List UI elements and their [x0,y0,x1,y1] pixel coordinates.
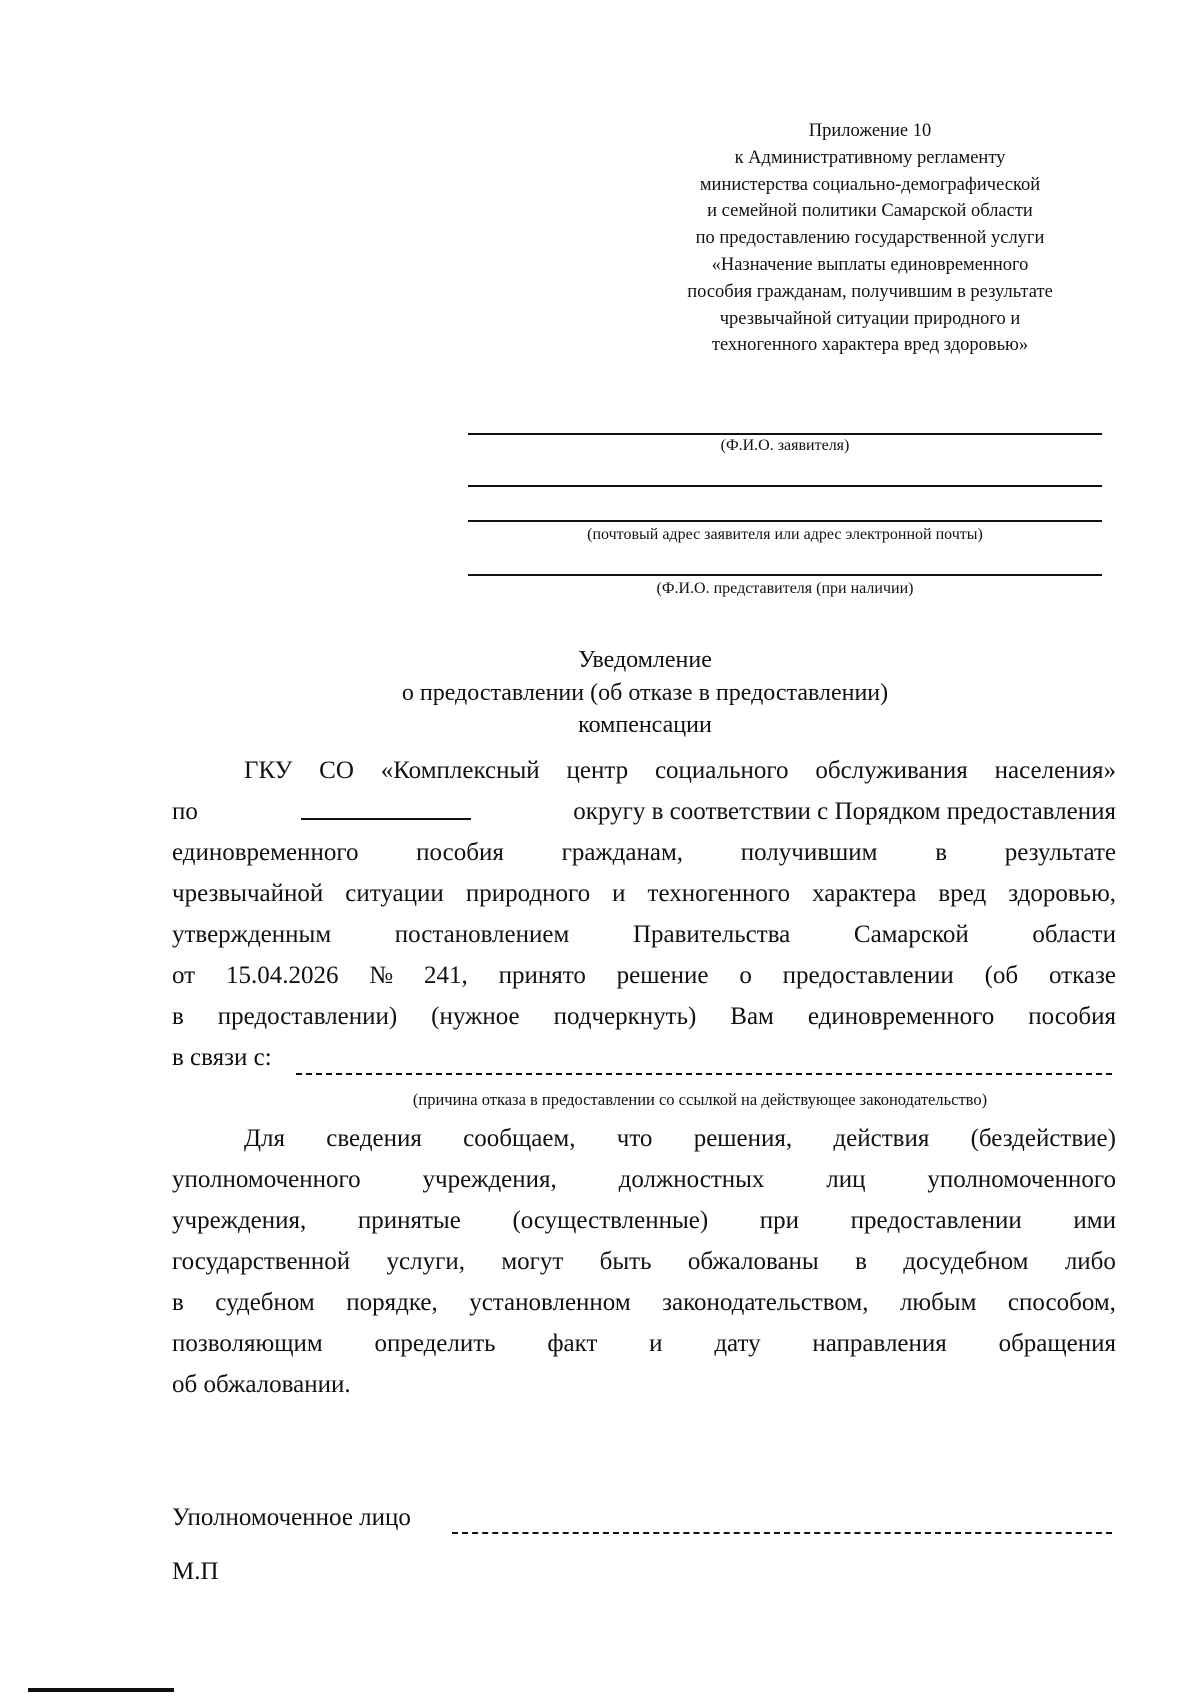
body-word: сообщаем, [463,1125,576,1152]
body-word: предоставлении [782,962,954,989]
body-line [172,1283,1116,1323]
body-word: в [172,1003,184,1030]
body-word: по [172,798,198,825]
body-word: дату [714,1330,761,1357]
body-word: гражданам, [561,839,684,866]
body-word: установленном [469,1289,631,1316]
body-line [172,1242,1116,1282]
body-word: здоровью, [1008,880,1116,907]
appendix-line: Приложение 10 [808,121,932,141]
body-word: техногенного [647,880,791,907]
body-line [172,1160,1116,1200]
body-word: Вам [730,1003,774,1030]
body-word: в [855,1248,867,1275]
body-line-district [172,792,1116,832]
body-word: направления [812,1330,947,1357]
representative-caption: (Ф.И.О. представителя (при наличии) [656,580,914,597]
body-word: подчеркнуть) [553,1003,697,1030]
body-word: обжалованы [687,1248,819,1275]
appendix-line: «Назначение выплаты единовременного [711,254,1029,275]
body-word: сведения [326,1125,422,1152]
body-word: Для [244,1125,286,1152]
body-word: уполномоченного [927,1166,1116,1193]
body-line [244,1119,1116,1159]
body-word: обращения [998,1330,1116,1357]
body-word: единовременного [807,1003,995,1030]
document-subtitle: о предоставлении (об отказе в предоставлении) [401,680,889,706]
body-word: (осуществленные) [512,1207,709,1234]
body-line [172,915,1116,955]
body-word: судебном [215,1289,315,1316]
appendix-header [640,118,1100,359]
footer-rule [28,1688,174,1692]
applicant-address-caption: (почтовый адрес заявителя или адрес электронной почты) [587,526,983,543]
body-word: Самарской [853,921,969,948]
appendix-line: техногенного характера вред здоровью» [711,335,1029,356]
appendix-line: министерства социально-демографической [699,174,1041,195]
body-word: отказе [1048,962,1116,989]
reason-blank-field[interactable] [296,1073,1112,1075]
body-word: (нужное [431,1003,520,1030]
body-word: результате [1004,839,1116,866]
body-word: обслуживания [815,757,968,784]
body-word: (об [984,962,1019,989]
document-title: Уведомление [578,647,712,673]
body-word: характера [812,880,917,907]
body-word: при [759,1207,800,1234]
body-word: досудебном [903,1248,1029,1275]
body-word: в [172,1289,184,1316]
body-word: услуги, [386,1248,465,1275]
body-word: чрезвычайной [172,880,324,907]
district-blank-field[interactable] [301,792,471,820]
body-word: решение [616,962,709,989]
body-word: о [739,962,752,989]
body-word: учреждения, [422,1166,557,1193]
body-word: ГКУ [244,757,293,784]
appendix-line: к Административному регламенту [734,147,1006,168]
body-line [172,997,1116,1037]
body-word: центр [566,757,629,784]
body-word: единовременного [172,839,359,866]
body-word: и [612,880,626,907]
body-line: об обжаловании. [172,1371,351,1398]
body-word: либо [1064,1248,1116,1275]
appendix-line: по предоставлению государственной услуги [695,228,1045,249]
body-word: от [172,962,196,989]
body-word: определить [374,1330,496,1357]
document-subtitle-2: компенсации [578,712,712,738]
body-word: любым [899,1289,977,1316]
body-word: позволяющим [172,1330,323,1357]
body-word: 15.04.2026 [225,962,339,989]
body-word: утвержденным [172,921,332,948]
body-word: учреждения, [172,1207,307,1234]
body-word: СО [319,757,354,784]
body-line [172,833,1116,873]
body-word: принято [498,962,586,989]
body-word: могут [501,1248,564,1275]
body-word: природного [465,880,591,907]
applicant-name-caption: (Ф.И.О. заявителя) [720,437,850,454]
applicant-address-line-1[interactable] [468,485,1102,487]
body-word: законодательством, [662,1289,869,1316]
body-word: факт [547,1330,598,1357]
body-word: быть [599,1248,652,1275]
body-word: 241, [424,962,468,989]
seal-label: М.П [172,1558,219,1585]
body-word: что [616,1125,653,1152]
body-word: населения» [994,757,1116,784]
body-line [172,956,1116,996]
reason-caption: (причина отказа в предоставлении со ссылкой на действующее законодательство) [412,1090,988,1109]
body-word: решения, [693,1125,793,1152]
applicant-address-line-2[interactable] [468,520,1102,522]
appendix-line: и семейной политики Самарской области [707,201,1033,222]
body-word: в [935,839,947,866]
body-word: принятые [357,1207,461,1234]
body-word: Правительства [632,921,791,948]
body-word: уполномоченного [172,1166,361,1193]
body-word: постановлением [394,921,570,948]
applicant-name-line[interactable] [468,433,1102,435]
body-word: № [369,962,394,989]
signature-blank-field[interactable] [452,1532,1112,1534]
body-line [172,874,1116,914]
body-word: «Комплексный [380,757,540,784]
body-word: вред [938,880,987,907]
body-word: предоставлении [850,1207,1022,1234]
body-word: получившим [740,839,878,866]
body-word: и [649,1330,663,1357]
body-word: ими [1073,1207,1116,1234]
body-line [244,751,1116,791]
representative-name-line[interactable] [468,574,1102,576]
body-word: действия [833,1125,930,1152]
body-word: округу в соответствии с Порядком предоставления [573,798,1116,825]
signature-label-text: Уполномоченное лицо [172,1504,411,1531]
body-word: лиц [826,1166,866,1193]
body-word: государственной [172,1248,351,1275]
body-word: предоставлении) [217,1003,398,1030]
body-word: социального [654,757,789,784]
body-line-reason [172,1038,1116,1078]
body-word: области [1032,921,1116,948]
body-word: порядке, [346,1289,438,1316]
body-line [172,1201,1116,1241]
appendix-line: пособия гражданам, получившим в результате [687,281,1053,302]
body-line [172,1324,1116,1364]
body-word: пособия [1028,1003,1116,1030]
body-word: ситуации [345,880,444,907]
appendix-line: чрезвычайной ситуации природного и [719,308,1021,329]
body-word: способом, [1007,1289,1116,1316]
body-word: должностных [618,1166,765,1193]
body-word: (бездействие) [970,1125,1116,1152]
body-word: в связи с: [172,1044,272,1071]
body-word: пособия [416,839,504,866]
